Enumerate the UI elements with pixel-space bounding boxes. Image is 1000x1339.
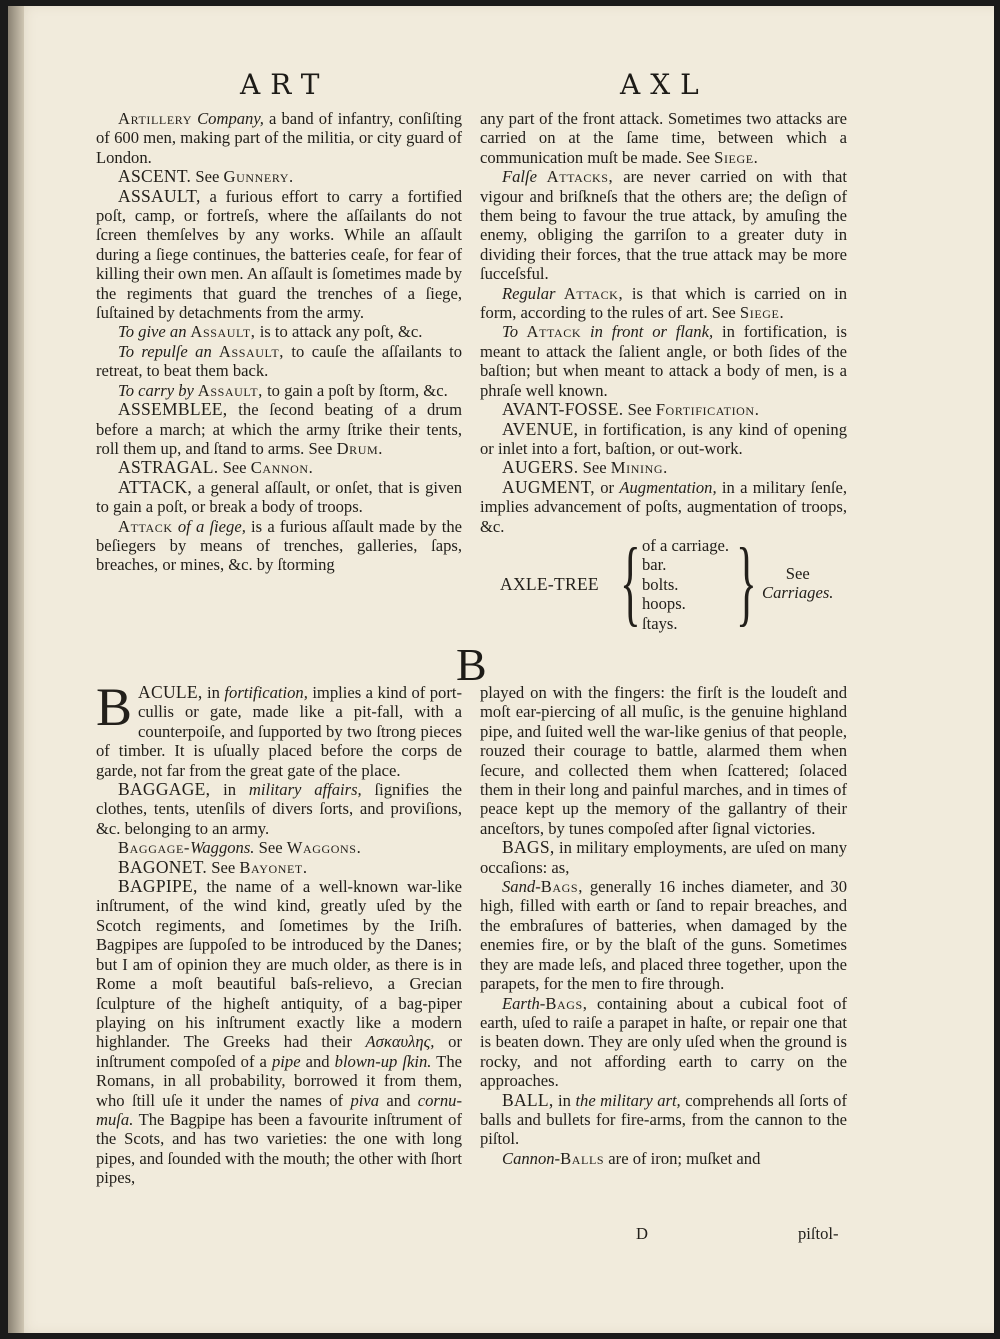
column-lower-right xyxy=(480,683,847,1168)
entry-baggage: BAGGAGE, in military affairs, ſignifies the clothes, tents, utenſils of divers ſorts, and proviſions, &c. belonging to an army. xyxy=(96,779,462,838)
entry-regular-attack: Regular Attack, is that which is carried on in form, according to the rules of art. See Siege. xyxy=(480,283,848,323)
entry-ball: BALL, in the military art, comprehends all ſorts of balls and bullets for fire-arms, from the cannon to the piſtol. xyxy=(480,1089,847,1149)
section-letter: B xyxy=(456,639,487,690)
running-head-right: AXL xyxy=(620,68,709,101)
catchword: piſtol- xyxy=(798,1224,839,1243)
entry-bagonet: BAGONET. See Bayonet. xyxy=(118,856,308,877)
entry-attack-of-siege: Attack of a ſiege, is a furious aſſault made by the beſiegers by means of trenches, galleries, ſaps, breaches, or mines, &c. by ſtorming xyxy=(96,516,462,575)
entry-baggage-waggons: Baggage-Waggons. See Waggons. xyxy=(118,838,362,858)
entry-augers: AUGERS. See Mining. xyxy=(502,457,668,478)
column-upper-left xyxy=(96,109,462,575)
axle-item: ſtays. xyxy=(642,613,678,633)
entry-augment: AUGMENT, or Augmentation, in a military ſenſe, implies advancement of poſts, augmentation of troops, &c. xyxy=(480,476,847,536)
axle-item: hoops. xyxy=(642,594,686,614)
entry-attack: ATTACK, a general aſſault, or onſet, that is given to gain a poſt, or break a body of troops. xyxy=(96,476,462,517)
signature-mark: D xyxy=(636,1224,648,1243)
axle-tree-items xyxy=(642,536,729,633)
entry-bags: BAGS, in military employments, are uſed on many occaſions: as, xyxy=(480,837,847,877)
axle-tree-entry xyxy=(500,528,860,636)
entry-bacule: BACULE, in fortification, implies a kind of port-cullis or gate, made like a pit-fall, with a counterpoiſe, and ſupported by two ſtrong pieces of timber. It is uſually placed before the corps de garde, not far from the great gate of the place. xyxy=(96,677,462,780)
entry-bagpipe: BAGPIPE, the name of a well-known war-like inſtrument, of the wind kind, greatly uſed by the Scotch regiments, and ſometimes by the Iriſh. Bagpipes are ſuppoſed to be introduced by the Danes; but I am of opinion they are much older, as there is in Rome a moſt beautiful baſs-relievo, a Grecian ſculpture of the higheſt antiquity, of a bag-piper playing on his inſtrument exactly like a modern highlander. The Greeks had their Ασκαυλης, or inſtrument compoſed of a pipe and blown-up ſkin. The Romans, in all probability, borrowed it from them, who ſtill uſe it under the names of piva and cornu-muſa. The Bagpipe has been a favourite inſtrument of the Scots, and has two varieties: the one with long pipes, and ſounded with the mouth; the other with ſhort pipes, xyxy=(96,876,463,1188)
entry-avenue: AVENUE, in fortification, is any kind of opening or inlet into a fort, baſtion, or out-work. xyxy=(480,418,847,458)
entry-avant-fosse: AVANT-FOSSE. See Fortification. xyxy=(502,399,760,420)
entry-bagpipe-continued: played on with the fingers: the firſt is the loudeſt and moſt ear-piercing of all muſic, is the genuine highland pipe, and ſuited well the war-like genius of that people, rouzed their courage to battle, alarmed them when ſecure, and collected them when ſcattered; ſolaced them in their long and painful marches, and in times of peace kept up the memory of the gallantry of their anceſtors, by tunes compoſed after ſignal victories. xyxy=(480,683,847,838)
right-brace: } xyxy=(736,528,757,635)
entry-repulse-assault: To repulſe an Assault, to cauſe the aſſailants to retreat, to beat them back. xyxy=(96,341,462,381)
column-upper-right xyxy=(480,109,847,536)
axle-item: bolts. xyxy=(642,574,679,594)
left-brace: { xyxy=(620,528,641,635)
axle-tree-term: AXLE-TREE xyxy=(500,574,599,594)
entry-assault: ASSAULT, a furious effort to carry a fortified poſt, camp, or fortreſs, where the aſſailants do not ſcreen themſelves by any works. While an aſſault during a ſiege continues, the batteries ceaſe, for fear of killing their own men. An aſſault is ſometimes made by the regiments that guard the trenches of a ſiege, ſuſtained by detachments from the army. xyxy=(96,185,462,323)
entry-attack-front-flank: To Attack in front or flank, in fortification, is meant to attack the ſalient angle, or both ſides of the baſtion; but when meant to attack a body of men, is a phraſe well known. xyxy=(480,322,847,400)
entry-astragal: ASTRAGAL. See Cannon. xyxy=(118,457,314,478)
entry-earth-bags: Earth-Bags, containing about a cubical foot of earth, uſed to raiſe a parapet in haſte, or repair one that is beaten down. They are only uſed when the ground is rocky, and not affording earth to carry on the approaches. xyxy=(480,993,847,1091)
axle-tree-see: See Carriages. xyxy=(762,564,834,602)
entry-cannon-balls: Cannon-Balls are of iron; muſket and xyxy=(502,1148,761,1168)
drop-cap: B xyxy=(96,677,133,737)
entry-false-attacks: Falſe Attacks, are never carried on with that vigour and briſkneſs that the others are; the deſign of them being to favour the true attack, by amuſing the enemy, obliging the garriſon to a greater duty in dividing their forces, that the true attack may be more ſucceſsful. xyxy=(480,167,847,284)
entry-sand-bags: Sand-Bags, generally 16 inches diameter, and 30 high, filled with earth or ſand to repair breaches, and the embraſures of batteries, when damaged by the enemies fire, or by the blaſt of the guns. Sometimes they are made leſs, and placed three together, upon the parapets, for the men to fire through. xyxy=(480,877,847,994)
running-head-left: ART xyxy=(240,68,330,101)
axle-item: bar. xyxy=(642,555,667,575)
entry-attack-continued: any part of the front attack. Sometimes two attacks are carried on at the ſame time, between which a communication muſt be made. See Siege. xyxy=(480,109,847,167)
entry-assemblee: ASSEMBLEE, the ſecond beating of a drum before a march; at which the army ſtrike their tents, roll them up, and ſtand to arms. See Drum. xyxy=(96,399,462,458)
entry-carry-assault: To carry by Assault, to gain a poſt by ſtorm, &c. xyxy=(118,380,448,400)
book-page xyxy=(8,6,994,1333)
entry-ascent: ASCENT. See Gunnery. xyxy=(118,166,294,187)
column-lower-left xyxy=(96,677,463,1188)
axle-tree-ref: Carriages. xyxy=(762,583,834,602)
entry-artillery-company: Artillery Company, a band of infantry, conſiſting of 600 men, making part of the militia, or city guard of London. xyxy=(96,109,463,167)
entry-give-assault: To give an Assault, is to attack any poſt, &c. xyxy=(118,322,423,342)
axle-item: of a carriage. xyxy=(642,536,730,555)
